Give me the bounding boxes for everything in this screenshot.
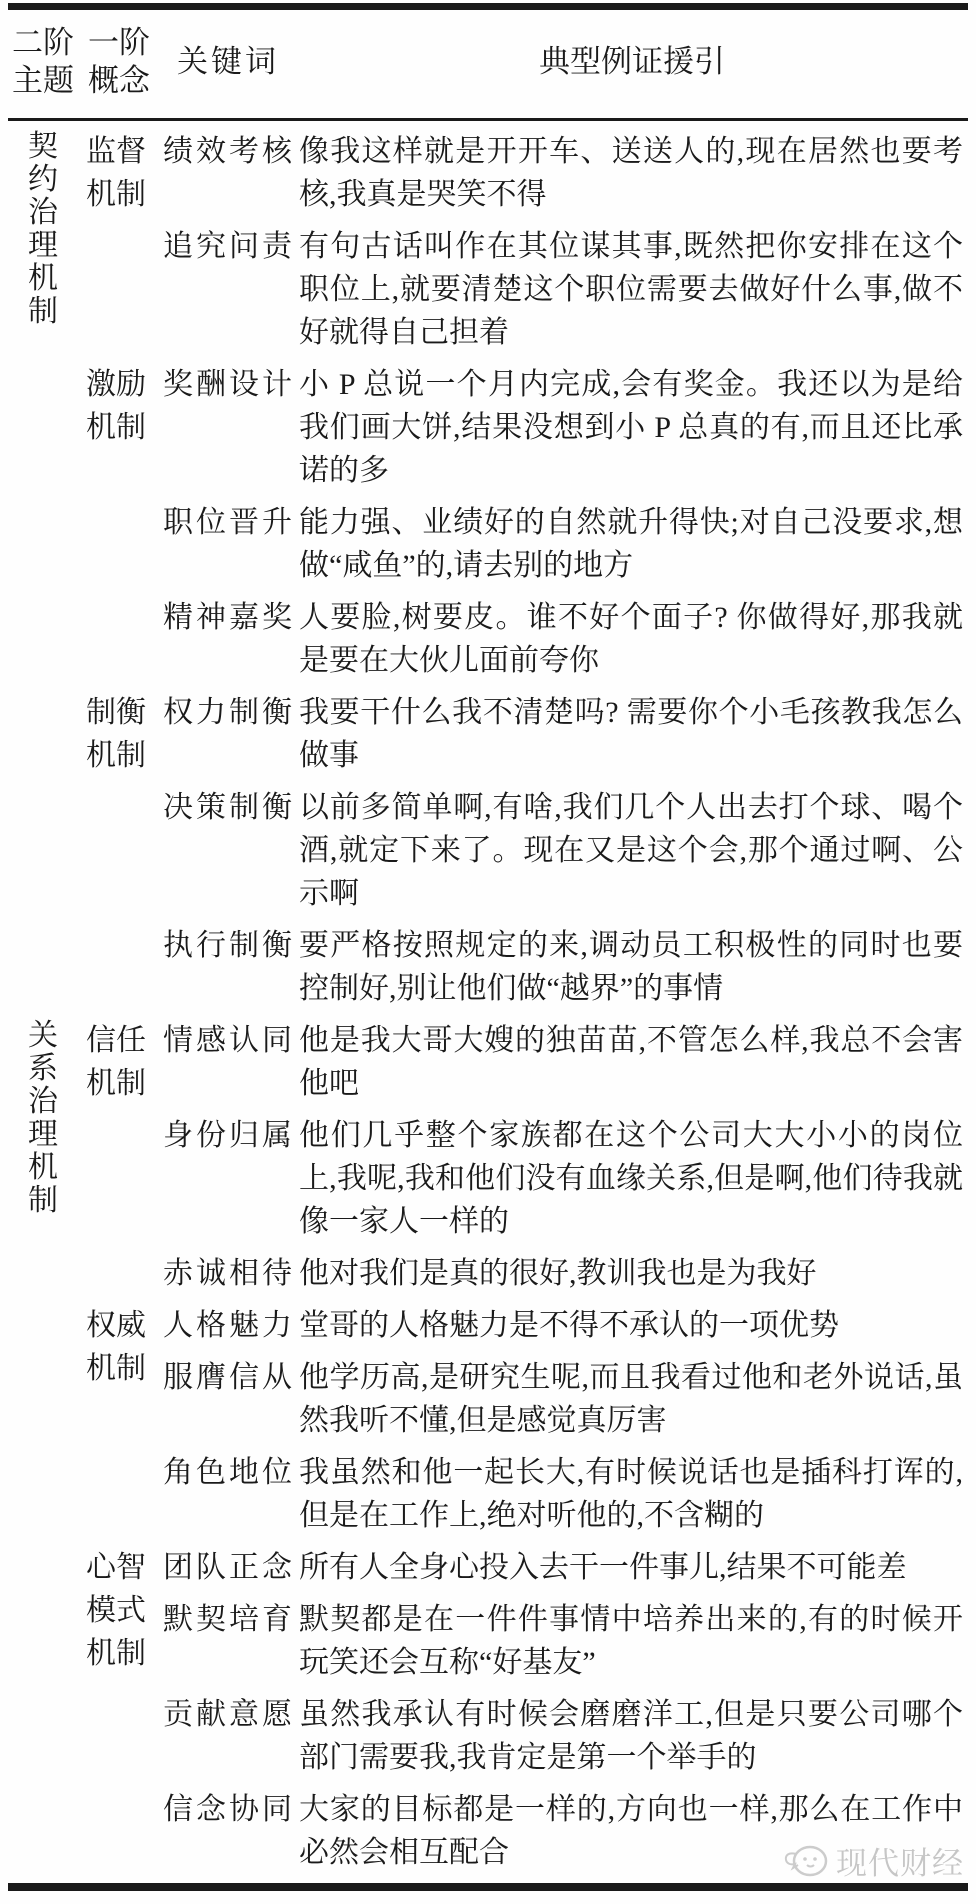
keyword-cell: [160, 596, 296, 691]
concept-cell-text: 信任机制: [86, 1024, 146, 1100]
keyword-cell: [160, 786, 296, 924]
keyword-cell: [160, 1598, 296, 1693]
keyword-cell-text: 身份归属: [163, 1119, 295, 1152]
keyword-cell-text: 情感认同: [163, 1024, 295, 1057]
quote-cell-text: 他们几乎整个家族都在这个公司大大小小的岗位上,我呢,我和他们没有血缘关系,但是啊,他们待我就像一家人一样的: [299, 1119, 963, 1238]
keyword-cell: [160, 1114, 296, 1252]
watermark-text: 现代财经: [836, 1845, 964, 1881]
concept-cell: [78, 1019, 160, 1304]
quote-cell-text: 虽然我承认有时候会磨磨洋工,但是只要公司哪个部门需要我,我肯定是第一个举手的: [299, 1698, 963, 1774]
keyword-cell-text: 信念协同: [163, 1793, 295, 1826]
keyword-cell-text: 执行制衡: [163, 929, 295, 962]
watermark: [783, 1839, 964, 1881]
keyword-cell: [160, 1788, 296, 1887]
quote-cell: [296, 1598, 968, 1693]
keyword-cell: [160, 501, 296, 596]
quote-cell-text: 人要脸,树要皮。谁不好个面子? 你做得好,那我就是要在大伙儿面前夸你: [299, 601, 963, 677]
quote-cell-text: 我虽然和他一起长大,有时候说话也是插科打诨的,但是在工作上,绝对听他的,不含糊的: [299, 1456, 963, 1532]
keyword-cell-text: 团队正念: [163, 1551, 295, 1584]
quote-cell-text: 所有人全身心投入去干一件事儿,结果不可能差: [299, 1551, 907, 1584]
table-row: [8, 363, 968, 501]
keyword-cell: [160, 363, 296, 501]
table-row: [8, 1019, 968, 1114]
keyword-cell: [160, 120, 296, 226]
quote-cell-text: 他对我们是真的很好,教训我也是为我好: [299, 1257, 817, 1290]
quote-cell: [296, 786, 968, 924]
concept-cell: [78, 363, 160, 691]
keyword-cell: [160, 1019, 296, 1114]
keyword-cell: [160, 1693, 296, 1788]
theme-cell-text: 关系治理机制: [28, 1019, 58, 1217]
keyword-cell: [160, 225, 296, 363]
keyword-cell: [160, 1356, 296, 1451]
keyword-cell: [160, 1451, 296, 1546]
quote-cell: [296, 1114, 968, 1252]
theme-cell: [8, 1019, 78, 1887]
col-header-second-order-theme: 二阶主题: [12, 25, 74, 98]
quote-cell-text: 有句古话叫作在其位谋其事,既然把你安排在这个职位上,就要清楚这个职位需要去做好什么事,做不好就得自己担着: [299, 230, 963, 349]
quote-cell: [296, 1019, 968, 1114]
keyword-cell-text: 追究问责: [163, 230, 295, 263]
keyword-cell: [160, 1252, 296, 1304]
keyword-cell-text: 赤诚相待: [163, 1257, 295, 1290]
theme-cell: [8, 120, 78, 1020]
concept-cell-text: 心智模式机制: [86, 1551, 146, 1670]
quote-cell-text: 堂哥的人格魅力是不得不承认的一项优势: [299, 1309, 839, 1342]
keyword-cell-text: 人格魅力: [163, 1309, 295, 1342]
keyword-cell: [160, 1546, 296, 1598]
quote-cell: [296, 1304, 968, 1356]
table-row: [8, 1304, 968, 1356]
quote-cell-text: 我要干什么我不清楚吗? 需要你个小毛孩教我怎么做事: [299, 696, 963, 772]
concept-cell: [78, 1304, 160, 1546]
quote-cell-text: 他学历高,是研究生呢,而且我看过他和老外说话,虽然我听不懂,但是感觉真厉害: [299, 1361, 963, 1437]
quote-cell-text: 他是我大哥大嫂的独苗苗,不管怎么样,我总不会害他吧: [299, 1024, 963, 1100]
keyword-cell-text: 绩效考核: [163, 135, 295, 168]
quote-cell: [296, 596, 968, 691]
quote-cell: [296, 1693, 968, 1788]
keyword-cell-text: 贡献意愿: [163, 1698, 295, 1731]
concept-cell-text: 权威机制: [86, 1309, 146, 1385]
keyword-cell-text: 服膺信从: [163, 1361, 295, 1394]
theme-cell-text: 契约治理机制: [28, 130, 58, 328]
quote-cell-text: 小 P 总说一个月内完成,会有奖金。我还以为是给我们画大饼,结果没想到小 P 总真的有,而且还比承诺的多: [299, 368, 963, 487]
col-header-typical-quote: 典型例证援引: [539, 44, 725, 79]
quote-cell-text: 能力强、业绩好的自然就升得快;对自己没要求,想做“咸鱼”的,请去别的地方: [299, 506, 963, 582]
quote-cell: [296, 363, 968, 501]
col-header-first-order-concept: 一阶概念: [88, 25, 150, 98]
quote-cell: [296, 691, 968, 786]
quote-cell: [296, 1356, 968, 1451]
quote-cell: [296, 120, 968, 226]
quote-cell: [296, 1451, 968, 1546]
keyword-cell-text: 权力制衡: [163, 696, 295, 729]
keyword-cell-text: 决策制衡: [163, 791, 295, 824]
coding-table: [8, 3, 968, 1891]
modern-finance-logo-icon: [783, 1841, 829, 1879]
concept-cell: [78, 120, 160, 364]
table-header-row: [8, 7, 968, 120]
concept-cell-text: 激励机制: [86, 368, 146, 444]
concept-cell-text: 制衡机制: [86, 696, 146, 772]
keyword-cell-text: 精神嘉奖: [163, 601, 295, 634]
quote-cell-text: 大家的目标都是一样的,方向也一样,那么在工作中必然会相互配合: [299, 1793, 963, 1869]
concept-cell: [78, 1546, 160, 1887]
keyword-cell-text: 默契培育: [163, 1603, 295, 1636]
quote-cell: [296, 1546, 968, 1598]
keyword-cell: [160, 1304, 296, 1356]
keyword-cell: [160, 691, 296, 786]
quote-cell: [296, 225, 968, 363]
col-header-keyword: 关键词: [177, 44, 279, 79]
concept-cell-text: 监督机制: [86, 135, 146, 211]
quote-cell: [296, 1252, 968, 1304]
keyword-cell-text: 职位晋升: [163, 506, 295, 539]
quote-cell-text: 像我这样就是开开车、送送人的,现在居然也要考核,我真是哭笑不得: [299, 135, 963, 211]
concept-cell: [78, 691, 160, 1019]
table-row: [8, 120, 968, 226]
quote-cell: [296, 924, 968, 1019]
table-row: [8, 1546, 968, 1598]
keyword-cell-text: 角色地位: [163, 1456, 295, 1489]
quote-cell-text: 默契都是在一件件事情中培养出来的,有的时候开玩笑还会互称“好基友”: [299, 1603, 963, 1679]
quote-cell: [296, 501, 968, 596]
quote-cell-text: 以前多简单啊,有啥,我们几个人出去打个球、喝个酒,就定下来了。现在又是这个会,那个通过啊、公示啊: [299, 791, 963, 910]
keyword-cell: [160, 924, 296, 1019]
quote-cell-text: 要严格按照规定的来,调动员工积极性的同时也要控制好,别让他们做“越界”的事情: [299, 929, 963, 1005]
keyword-cell-text: 奖酬设计: [163, 368, 295, 401]
table-row: [8, 691, 968, 786]
